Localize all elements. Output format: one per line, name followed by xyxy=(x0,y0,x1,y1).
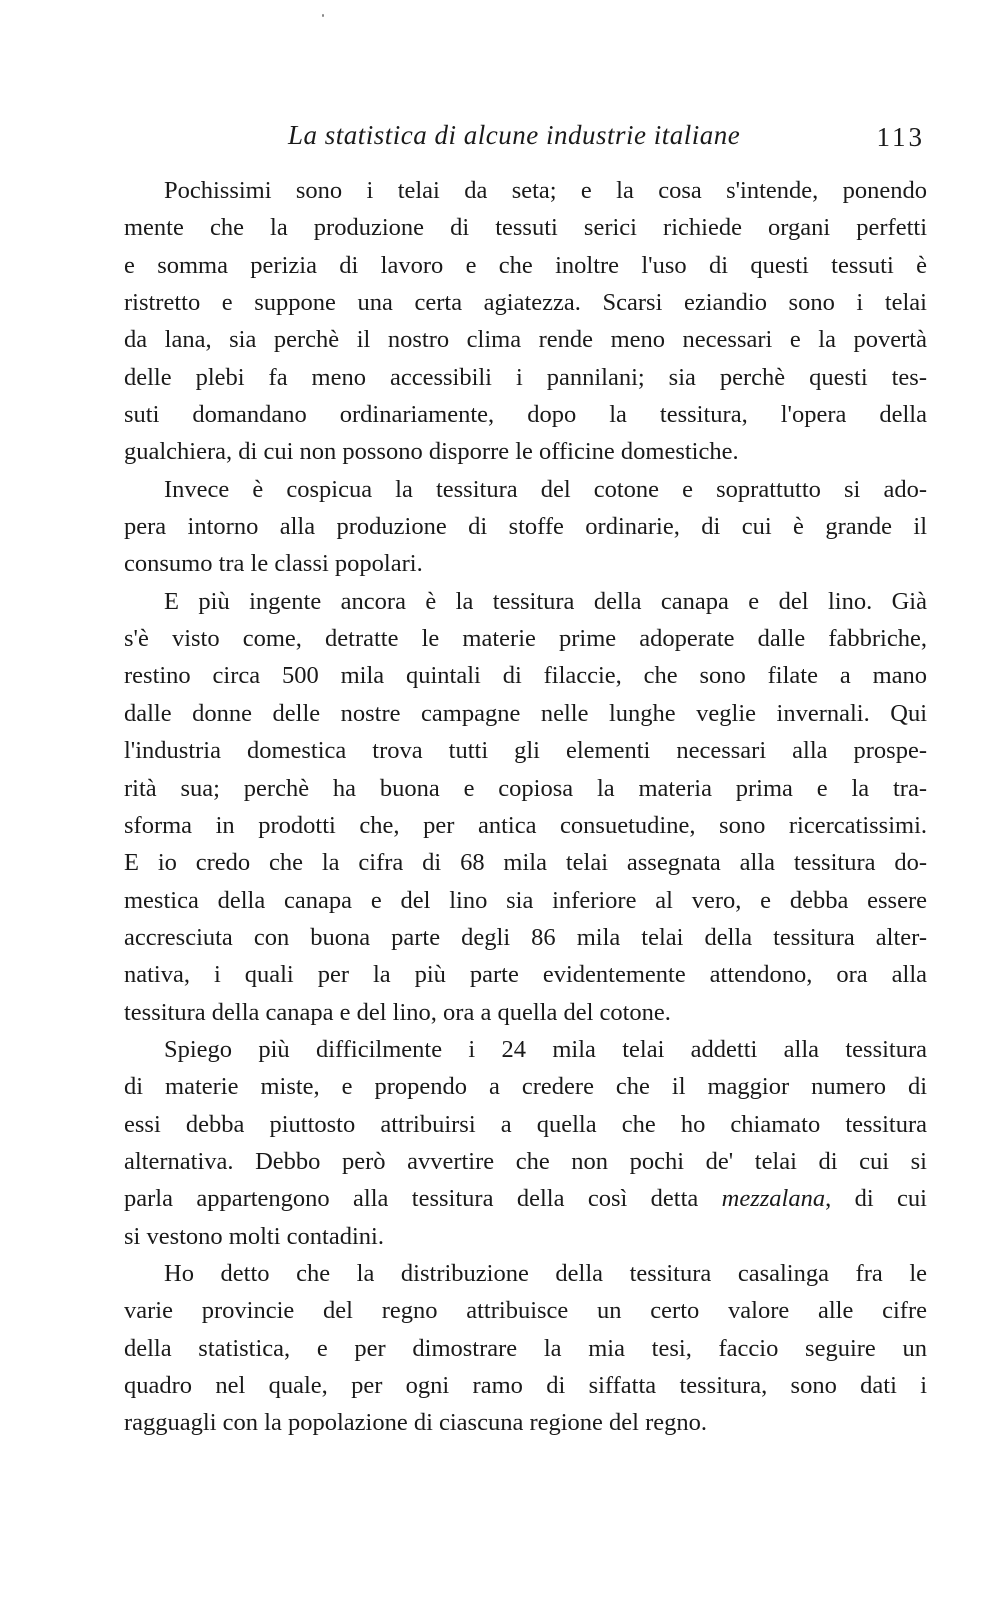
text-line: tessitura della canapa e del lino, ora a quella del cotone. xyxy=(124,998,671,1026)
text-line: alternativa. Debbo però avvertire che non pochi de' telai di cui si xyxy=(124,1147,927,1175)
text-line: varie provincie del regno attribuisce un certo valore alle cifre xyxy=(124,1297,927,1325)
scan-speck xyxy=(322,14,324,17)
text-line: pera intorno alla produzione di stoffe ordinarie, di cui è grande il xyxy=(124,513,927,541)
text-line: Invece è cospicua la tessitura del cotone e soprattutto si ado- xyxy=(164,475,927,503)
text-line: da lana, sia perchè il nostro clima rende meno necessari e la povertà xyxy=(124,326,927,354)
text-line: s'è visto come, detratte le materie prime adoperate dalle fabbriche, xyxy=(124,625,927,653)
text-line: ristretto e suppone una certa agiatezza. Scarsi eziandio sono i telai xyxy=(124,289,927,317)
text-line: della statistica, e per dimostrare la mia tesi, faccio seguire un xyxy=(124,1334,927,1362)
text-line: nativa, i quali per la più parte evidentemente attendono, ora alla xyxy=(124,961,927,989)
text-line: E più ingente ancora è la tessitura della canapa e del lino. Già xyxy=(164,587,927,615)
text-line: consumo tra le classi popolari. xyxy=(124,550,423,578)
text-line: essi debba piuttosto attribuirsi a quella che ho chiamato tessitura xyxy=(124,1110,927,1138)
text-fragment: , di cui xyxy=(825,1185,927,1213)
text-line: e somma perizia di lavoro e che inoltre l'uso di questi tessuti è xyxy=(124,251,927,279)
text-line: ragguagli con la popolazione di ciascuna regione del regno. xyxy=(124,1409,708,1437)
text-line: di materie miste, e propendo a credere che il maggior numero di xyxy=(124,1073,927,1101)
text-line: si vestono molti contadini. xyxy=(124,1222,384,1250)
text-line: dalle donne delle nostre campagne nelle lunghe veglie invernali. Qui xyxy=(124,699,927,727)
text-line: gualchiera, di cui non possono disporre le officine domestiche. xyxy=(124,438,739,466)
text-line: sforma in prodotti che, per antica consuetudine, sono ricercatissimi. xyxy=(124,811,927,839)
running-head xyxy=(125,120,925,160)
text-line: rità sua; perchè ha buona e copiosa la materia prima e la tra- xyxy=(124,774,927,802)
text-line: suti domandano ordinariamente, dopo la tessitura, l'opera della xyxy=(124,401,927,429)
body-text xyxy=(124,172,927,1442)
running-title: La statistica di alcune industrie italiane xyxy=(288,120,741,150)
text-line: mente che la produzione di tessuti serici richiede organi perfetti xyxy=(124,214,927,242)
text-line: E io credo che la cifra di 68 mila telai assegnata alla tessitura do- xyxy=(124,849,927,877)
text-fragment: parla appartengono alla tessitura della così detta xyxy=(124,1185,722,1213)
page-number: 113 xyxy=(876,122,925,152)
text-line: accresciuta con buona parte degli 86 mila telai della tessitura alter- xyxy=(124,923,927,951)
text-line: l'industria domestica trova tutti gli elementi necessari alla prospe- xyxy=(124,737,927,765)
text-line: mestica della canapa e del lino sia inferiore al vero, e debba essere xyxy=(124,886,927,914)
text-line: Pochissimi sono i telai da seta; e la cosa s'intende, ponendo xyxy=(164,177,927,204)
text-line: Spiego più difficilmente i 24 mila telai addetti alla tessitura xyxy=(164,1035,927,1063)
text-line-with-italic xyxy=(124,1180,927,1217)
text-line: delle plebi fa meno accessibili i pannilani; sia perchè questi tes- xyxy=(124,363,927,391)
text-line: restino circa 500 mila quintali di filaccie, che sono filate a mano xyxy=(124,662,927,690)
text-line: Ho detto che la distribuzione della tessitura casalinga fra le xyxy=(164,1259,927,1287)
text-line: quadro nel quale, per ogni ramo di siffatta tessitura, sono dati i xyxy=(124,1372,927,1399)
italic-term: mezzalana xyxy=(721,1185,826,1213)
